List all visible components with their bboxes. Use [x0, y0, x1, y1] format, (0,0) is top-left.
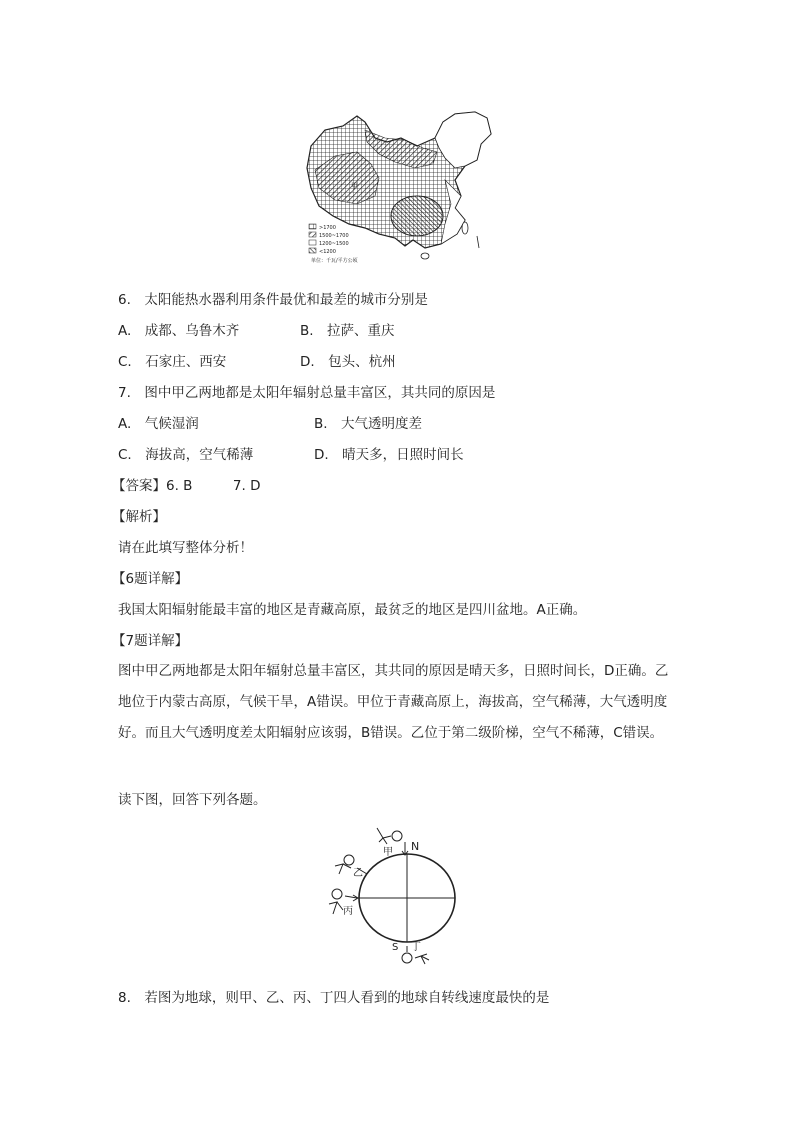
- detail7-text: 图中甲乙两地都是太阳年辐射总量丰富区，其共同的原因是晴天多，日照时间长，D正确。乙地位于内蒙古高原，气候干旱，A错误。甲位于青藏高原上，海拔高，空气稀薄，大气透明度好。而且大气透明度差太阳辐射应该弱，B错误。乙位于第二级阶梯，空气不稀薄，C错误。: [118, 663, 669, 741]
- q6-option-c: C. 石家庄、西安: [118, 354, 227, 370]
- detail6-title: 【6题详解】: [112, 571, 189, 587]
- earth-observer-diagram: [325, 822, 465, 970]
- q7-option-c: C. 海拔高，空气稀薄: [118, 447, 254, 463]
- legend-item-2: 1500~1700: [319, 233, 349, 239]
- q6-option-b: B. 拉萨、重庆: [300, 323, 395, 339]
- legend-item-3: 1200~1500: [319, 241, 349, 247]
- sichuan-basin-region: [391, 196, 443, 236]
- analysis-text: 请在此填写整体分析！: [118, 540, 253, 556]
- q8-stem: 8. 若图为地球，则甲、乙、丙、丁四人看到的地球自转线速度最快的是: [118, 990, 550, 1006]
- q7-option-b: B. 大气透明度差: [314, 416, 423, 432]
- detail7-title: 【7题详解】: [112, 633, 189, 649]
- legend-item-1: >1700: [319, 225, 336, 231]
- map-legend: [309, 224, 358, 264]
- read-figure-instruction: 读下图，回答下列各题。: [118, 792, 267, 808]
- q7-stem: 7. 图中甲乙两地都是太阳年辐射总量丰富区，其共同的原因是: [118, 385, 496, 401]
- south-label: S: [392, 942, 399, 953]
- legend-item-4: <1200: [319, 249, 336, 255]
- answer: 【答案】6. B 7. D: [112, 478, 261, 494]
- q6-option-a: A. 成都、乌鲁木齐: [118, 323, 240, 339]
- detail6-text: 我国太阳辐射能最丰富的地区是青藏高原，最贫乏的地区是四川盆地。A正确。: [118, 602, 587, 618]
- label-jia: 甲: [383, 847, 393, 858]
- q7-option-d: D. 晴天多，日照时间长: [314, 447, 464, 463]
- q7-option-a: A. 气候湿润: [118, 416, 199, 432]
- legend-unit: 单位：千瓦/平方公顷: [311, 258, 358, 264]
- q6-stem: 6. 太阳能热水器利用条件最优和最差的城市分别是: [118, 292, 428, 308]
- analysis-title: 【解析】: [112, 509, 166, 525]
- q6-option-d: D. 包头、杭州: [300, 354, 396, 370]
- label-bing: 丙: [343, 906, 353, 917]
- china-solar-radiation-map: [305, 108, 500, 270]
- north-label: N: [411, 840, 420, 853]
- map-label-jia: 甲: [351, 182, 358, 190]
- label-yi: 乙: [353, 868, 363, 879]
- label-ding: 丁: [411, 942, 421, 953]
